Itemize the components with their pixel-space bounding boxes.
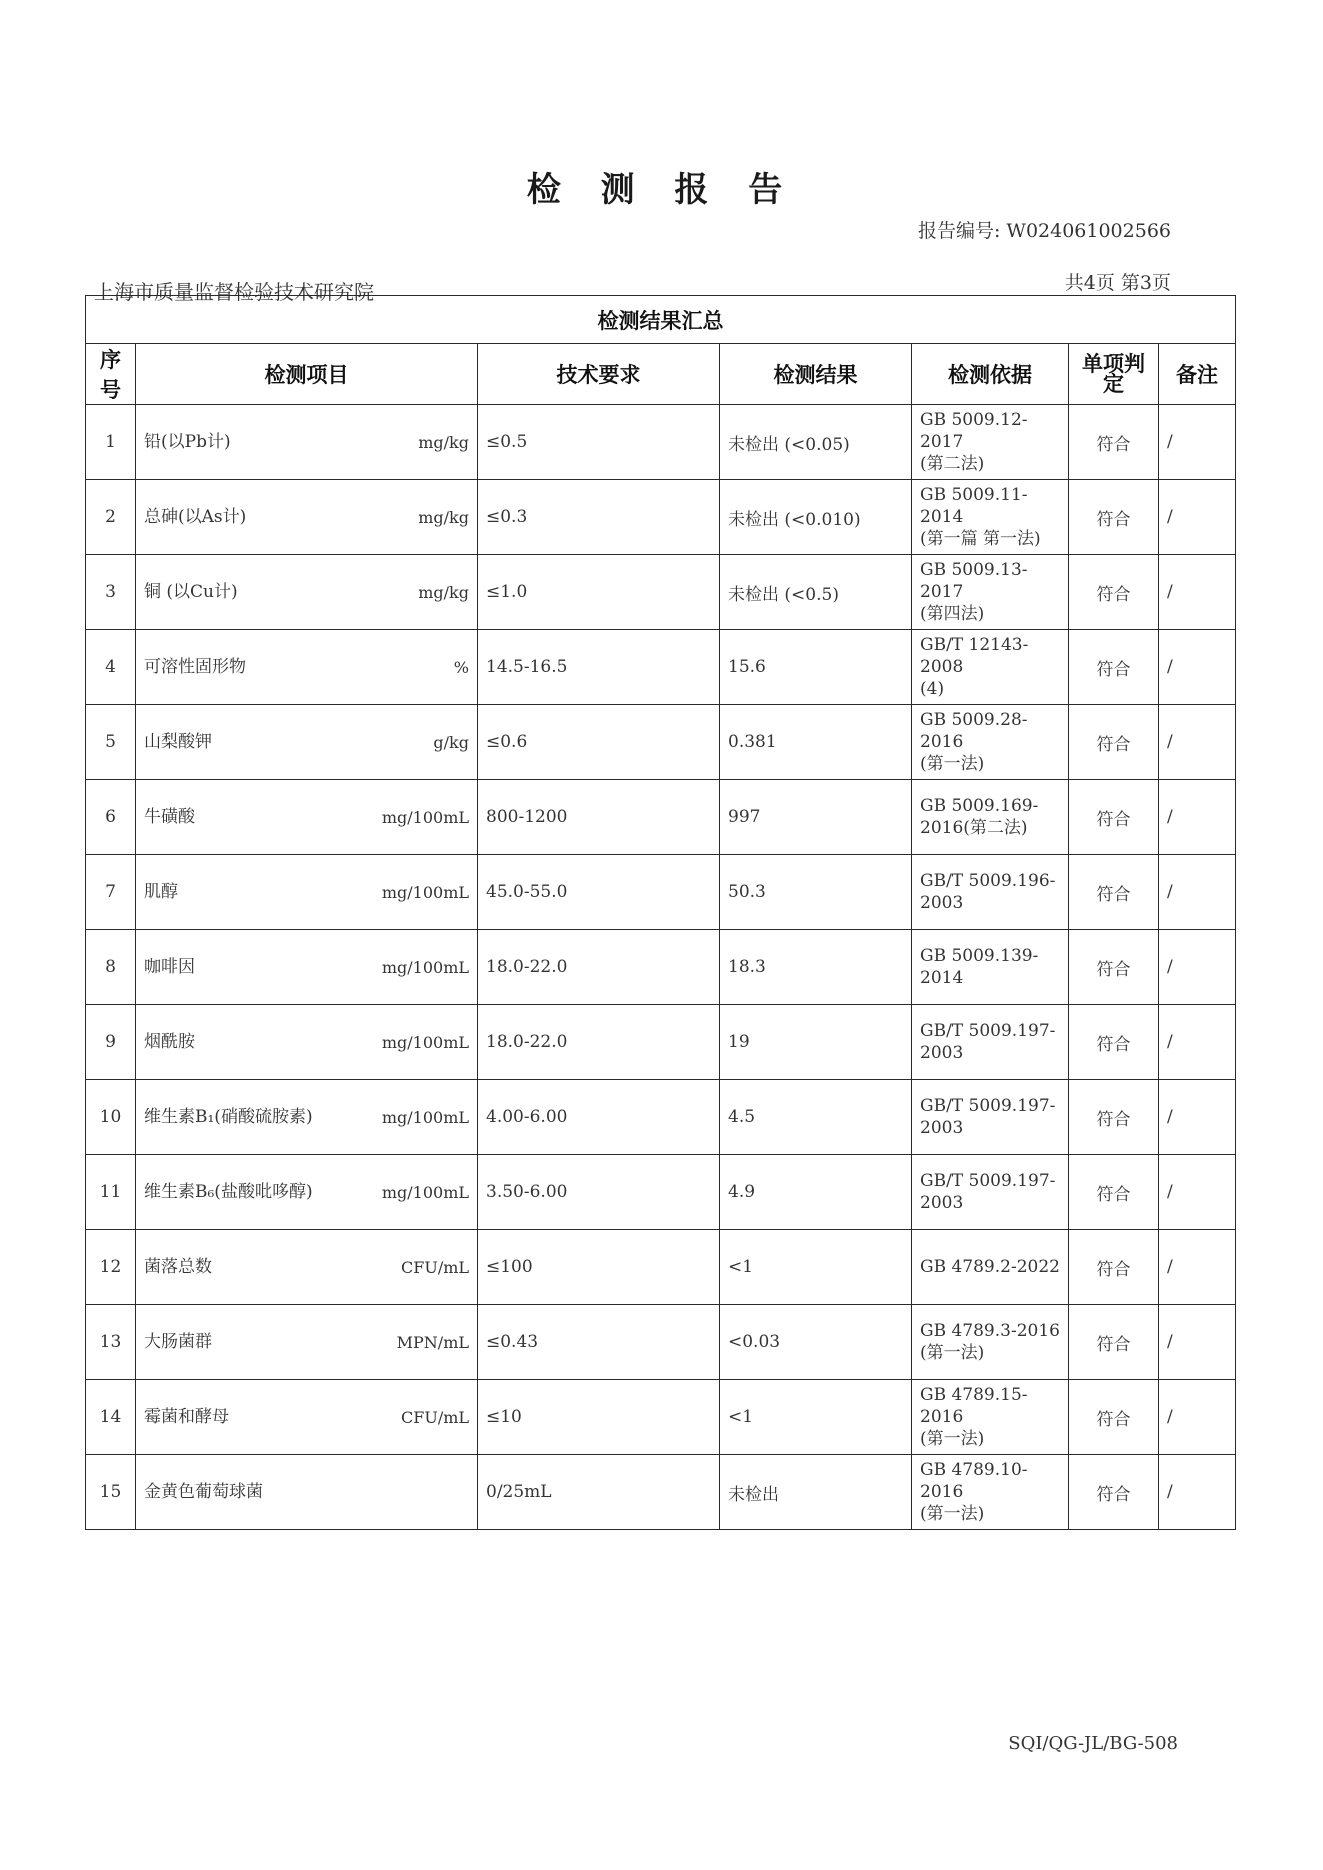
basis-line-1: GB 5009.28-2016	[920, 710, 1028, 752]
basis-line-1: GB/T 5009.196-	[920, 871, 1056, 891]
row-remark: /	[1159, 1305, 1236, 1380]
item-unit: MPN/mL	[396, 1332, 469, 1352]
row-seq: 7	[86, 855, 136, 930]
basis-line-1: GB/T 12143-2008	[920, 635, 1029, 677]
row-basis	[912, 480, 1069, 555]
row-result: 未检出 (<0.010)	[720, 480, 912, 555]
row-basis	[912, 1005, 1069, 1080]
row-remark: /	[1159, 480, 1236, 555]
item-name: 咖啡因	[144, 956, 195, 977]
item-name: 维生素B₆(盐酸吡哆醇)	[144, 1181, 313, 1202]
basis-line-1: GB 5009.11-2014	[920, 485, 1028, 527]
basis-line-2: (第一篇 第一法)	[920, 529, 1041, 549]
row-item	[136, 630, 478, 705]
table-row	[86, 855, 1236, 930]
row-remark: /	[1159, 405, 1236, 480]
row-result: <1	[720, 1230, 912, 1305]
item-name: 山梨酸钾	[144, 731, 212, 752]
row-result: <1	[720, 1380, 912, 1455]
row-item	[136, 780, 478, 855]
row-seq: 1	[86, 405, 136, 480]
basis-line-1: GB 5009.13-2017	[920, 560, 1028, 602]
row-basis	[912, 930, 1069, 1005]
row-verdict: 符合	[1069, 780, 1159, 855]
row-verdict: 符合	[1069, 1005, 1159, 1080]
basis-line-1: GB 4789.2-2022	[920, 1257, 1060, 1277]
basis-line-1: GB 5009.12-2017	[920, 410, 1028, 452]
table-caption: 检测结果汇总	[86, 296, 1236, 344]
basis-line-2: 2003	[920, 1118, 964, 1138]
basis-line-1: GB 5009.169-	[920, 796, 1039, 816]
row-basis	[912, 705, 1069, 780]
table-row	[86, 630, 1236, 705]
row-seq: 5	[86, 705, 136, 780]
row-result: 未检出	[720, 1455, 912, 1530]
item-name: 大肠菌群	[144, 1331, 212, 1352]
item-unit: mg/100mL	[381, 807, 469, 827]
row-item	[136, 1155, 478, 1230]
row-verdict: 符合	[1069, 930, 1159, 1005]
row-result: 4.5	[720, 1080, 912, 1155]
row-result: 50.3	[720, 855, 912, 930]
header-result: 检测结果	[720, 344, 912, 405]
row-result: 4.9	[720, 1155, 912, 1230]
item-name: 牛磺酸	[144, 806, 195, 827]
item-name: 霉菌和酵母	[144, 1406, 229, 1427]
row-result: <0.03	[720, 1305, 912, 1380]
row-item	[136, 705, 478, 780]
row-verdict: 符合	[1069, 405, 1159, 480]
row-verdict: 符合	[1069, 1080, 1159, 1155]
row-verdict: 符合	[1069, 705, 1159, 780]
basis-line-2: 2014	[920, 968, 964, 988]
row-remark: /	[1159, 630, 1236, 705]
basis-line-2: (第一法)	[920, 754, 985, 774]
row-result: 0.381	[720, 705, 912, 780]
row-remark: /	[1159, 1155, 1236, 1230]
item-name: 肌醇	[144, 881, 178, 902]
row-requirement: 18.0-22.0	[478, 1005, 720, 1080]
row-basis	[912, 855, 1069, 930]
row-basis	[912, 405, 1069, 480]
row-verdict: 符合	[1069, 1230, 1159, 1305]
row-requirement: 4.00-6.00	[478, 1080, 720, 1155]
item-name: 铜 (以Cu计)	[144, 581, 238, 602]
row-verdict: 符合	[1069, 855, 1159, 930]
row-seq: 8	[86, 930, 136, 1005]
row-seq: 14	[86, 1380, 136, 1455]
header-item: 检测项目	[136, 344, 478, 405]
row-remark: /	[1159, 1230, 1236, 1305]
basis-line-2: 2003	[920, 893, 964, 913]
header-requirement: 技术要求	[478, 344, 720, 405]
row-item	[136, 405, 478, 480]
item-name: 烟酰胺	[144, 1031, 195, 1052]
item-unit: mg/100mL	[381, 1107, 469, 1127]
basis-line-2: (第一法)	[920, 1343, 985, 1363]
results-summary-table	[85, 295, 1236, 1530]
row-seq: 3	[86, 555, 136, 630]
row-basis	[912, 780, 1069, 855]
row-basis	[912, 1155, 1069, 1230]
institute-name: 上海市质量监督检验技术研究院	[94, 280, 374, 304]
basis-line-1: GB/T 5009.197-	[920, 1021, 1056, 1041]
row-result: 未检出 (<0.05)	[720, 405, 912, 480]
form-code: SQI/QG-JL/BG-508	[1008, 1733, 1178, 1754]
item-name: 总砷(以As计)	[144, 506, 247, 527]
row-item	[136, 555, 478, 630]
row-requirement: ≤1.0	[478, 555, 720, 630]
row-verdict: 符合	[1069, 1380, 1159, 1455]
row-result: 19	[720, 1005, 912, 1080]
row-requirement: ≤10	[478, 1380, 720, 1455]
row-remark: /	[1159, 780, 1236, 855]
row-remark: /	[1159, 555, 1236, 630]
table-row	[86, 1005, 1236, 1080]
row-basis	[912, 1230, 1069, 1305]
row-requirement: 14.5-16.5	[478, 630, 720, 705]
row-verdict: 符合	[1069, 1305, 1159, 1380]
basis-line-2: 2003	[920, 1043, 964, 1063]
header-basis: 检测依据	[912, 344, 1069, 405]
row-seq: 4	[86, 630, 136, 705]
table-row	[86, 1080, 1236, 1155]
table-row	[86, 1380, 1236, 1455]
row-basis	[912, 1455, 1069, 1530]
basis-line-1: GB 4789.15-2016	[920, 1385, 1028, 1427]
basis-line-1: GB 4789.10-2016	[920, 1460, 1028, 1502]
item-unit: CFU/mL	[400, 1257, 469, 1277]
row-requirement: 0/25mL	[478, 1455, 720, 1530]
row-item	[136, 480, 478, 555]
row-seq: 10	[86, 1080, 136, 1155]
row-result: 15.6	[720, 630, 912, 705]
row-requirement: ≤0.5	[478, 405, 720, 480]
report-number: 报告编号: W024061002566	[917, 220, 1171, 242]
item-unit: CFU/mL	[400, 1407, 469, 1427]
row-requirement: 18.0-22.0	[478, 930, 720, 1005]
row-item	[136, 1455, 478, 1530]
report-title: 检 测 报 告	[526, 170, 797, 210]
row-requirement: 3.50-6.00	[478, 1155, 720, 1230]
table-row	[86, 480, 1236, 555]
row-result: 18.3	[720, 930, 912, 1005]
basis-line-2: (第一法)	[920, 1429, 985, 1449]
row-remark: /	[1159, 1380, 1236, 1455]
row-requirement: 800-1200	[478, 780, 720, 855]
basis-line-1: GB/T 5009.197-	[920, 1171, 1056, 1191]
row-remark: /	[1159, 930, 1236, 1005]
row-item	[136, 855, 478, 930]
row-seq: 6	[86, 780, 136, 855]
basis-line-2: 2016(第二法)	[920, 818, 1028, 838]
table-row	[86, 555, 1236, 630]
item-unit: mg/kg	[418, 582, 469, 602]
table-header-row	[86, 344, 1236, 405]
basis-line-2: (第四法)	[920, 604, 985, 624]
table-row	[86, 930, 1236, 1005]
item-unit: mg/kg	[418, 507, 469, 527]
row-item	[136, 1230, 478, 1305]
row-basis	[912, 555, 1069, 630]
row-seq: 13	[86, 1305, 136, 1380]
row-verdict: 符合	[1069, 630, 1159, 705]
row-verdict: 符合	[1069, 480, 1159, 555]
row-verdict: 符合	[1069, 555, 1159, 630]
row-basis	[912, 630, 1069, 705]
row-basis	[912, 1380, 1069, 1455]
row-requirement: ≤100	[478, 1230, 720, 1305]
table-row	[86, 1155, 1236, 1230]
item-name: 金黄色葡萄球菌	[144, 1481, 263, 1502]
row-result: 997	[720, 780, 912, 855]
row-item	[136, 1080, 478, 1155]
table-row	[86, 1305, 1236, 1380]
item-unit: mg/100mL	[381, 882, 469, 902]
header-seq: 序号	[86, 344, 136, 405]
table-row	[86, 705, 1236, 780]
basis-line-1: GB 4789.3-2016	[920, 1321, 1060, 1341]
header-remark: 备注	[1159, 344, 1236, 405]
page-count: 共4页 第3页	[1064, 272, 1171, 294]
item-unit: mg/100mL	[381, 1182, 469, 1202]
item-name: 可溶性固形物	[144, 656, 246, 677]
row-basis	[912, 1080, 1069, 1155]
row-seq: 2	[86, 480, 136, 555]
basis-line-2: (第一法)	[920, 1504, 985, 1524]
item-unit: mg/100mL	[381, 957, 469, 977]
row-verdict: 符合	[1069, 1455, 1159, 1530]
table-row	[86, 405, 1236, 480]
row-item	[136, 930, 478, 1005]
basis-line-1: GB/T 5009.197-	[920, 1096, 1056, 1116]
item-unit: %	[453, 657, 469, 677]
basis-line-2: (第二法)	[920, 454, 985, 474]
row-remark: /	[1159, 1005, 1236, 1080]
table-body	[86, 405, 1236, 1530]
row-seq: 11	[86, 1155, 136, 1230]
item-name: 维生素B₁(硝酸硫胺素)	[144, 1106, 313, 1127]
row-item	[136, 1305, 478, 1380]
row-seq: 12	[86, 1230, 136, 1305]
row-requirement: ≤0.43	[478, 1305, 720, 1380]
item-unit: mg/100mL	[381, 1032, 469, 1052]
row-result: 未检出 (<0.5)	[720, 555, 912, 630]
basis-line-1: GB 5009.139-	[920, 946, 1039, 966]
table-row	[86, 1455, 1236, 1530]
row-requirement: ≤0.6	[478, 705, 720, 780]
table-row	[86, 1230, 1236, 1305]
item-unit: g/kg	[433, 732, 469, 752]
row-requirement: 45.0-55.0	[478, 855, 720, 930]
item-name: 铅(以Pb计)	[144, 431, 231, 452]
row-seq: 9	[86, 1005, 136, 1080]
header-verdict: 单项判定	[1069, 344, 1159, 405]
row-remark: /	[1159, 1080, 1236, 1155]
basis-line-2: (4)	[920, 679, 945, 699]
row-remark: /	[1159, 1455, 1236, 1530]
row-item	[136, 1380, 478, 1455]
table-row	[86, 780, 1236, 855]
row-basis	[912, 1305, 1069, 1380]
item-name: 菌落总数	[144, 1256, 212, 1277]
row-verdict: 符合	[1069, 1155, 1159, 1230]
row-remark: /	[1159, 855, 1236, 930]
basis-line-2: 2003	[920, 1193, 964, 1213]
row-seq: 15	[86, 1455, 136, 1530]
row-item	[136, 1005, 478, 1080]
item-unit: mg/kg	[418, 432, 469, 452]
row-requirement: ≤0.3	[478, 480, 720, 555]
row-remark: /	[1159, 705, 1236, 780]
